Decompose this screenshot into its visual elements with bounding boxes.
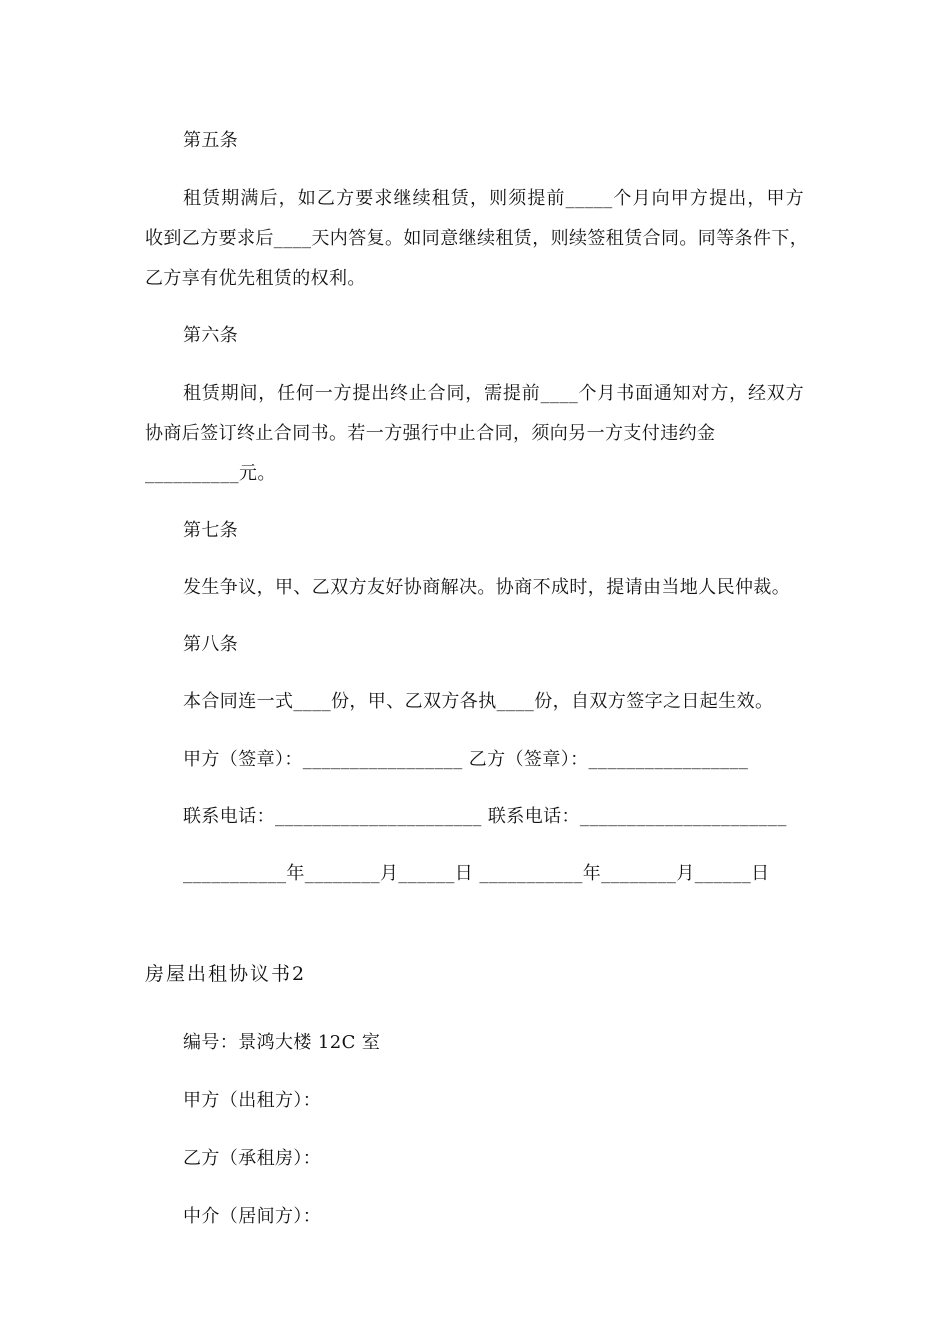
article-5-heading: 第五条	[183, 130, 239, 151]
article-6-line-1: 租赁期间，任何一方提出终止合同，需提前____个月书面通知对方，经双方	[183, 383, 804, 404]
article-6-line-2: 协商后签订终止合同书。若一方强行中止合同，须向另一方支付违约金	[145, 423, 716, 444]
article-6-heading: 第六条	[183, 325, 239, 346]
article-7-heading: 第七条	[183, 520, 239, 541]
seal-signature-line: 甲方（签章）：_________________ 乙方（签章）：_________________	[183, 749, 749, 770]
article-7-line-1: 发生争议，甲、乙双方友好协商解决。协商不成时，提请由当地人民仲裁。	[183, 577, 791, 598]
signing-date-line: ___________年________月______日 ___________年________月______日	[183, 863, 770, 884]
party-a-lessor: 甲方（出租方）：	[183, 1090, 322, 1111]
agent-intermediary: 中介（居间方）：	[183, 1206, 322, 1227]
article-5-line-1: 租赁期满后，如乙方要求继续租赁，则须提前_____个月向甲方提出，甲方	[183, 188, 804, 209]
agreement-2-title: 房屋出租协议书2	[145, 963, 307, 985]
article-6-line-3: __________元。	[145, 463, 276, 484]
agreement-number: 编号：景鸿大楼 12C 室	[183, 1032, 381, 1053]
article-8-line-1: 本合同连一式____份，甲、乙双方各执____份，自双方签字之日起生效。	[183, 691, 774, 712]
article-8-heading: 第八条	[183, 634, 239, 655]
article-5-line-2: 收到乙方要求后____天内答复。如同意继续租赁，则续签租赁合同。同等条件下，	[145, 228, 809, 249]
article-5-line-3: 乙方享有优先租赁的权利。	[145, 268, 366, 289]
party-b-lessee: 乙方（承租房）：	[183, 1148, 322, 1169]
contact-phone-line: 联系电话：______________________ 联系电话：______________________	[183, 806, 787, 827]
